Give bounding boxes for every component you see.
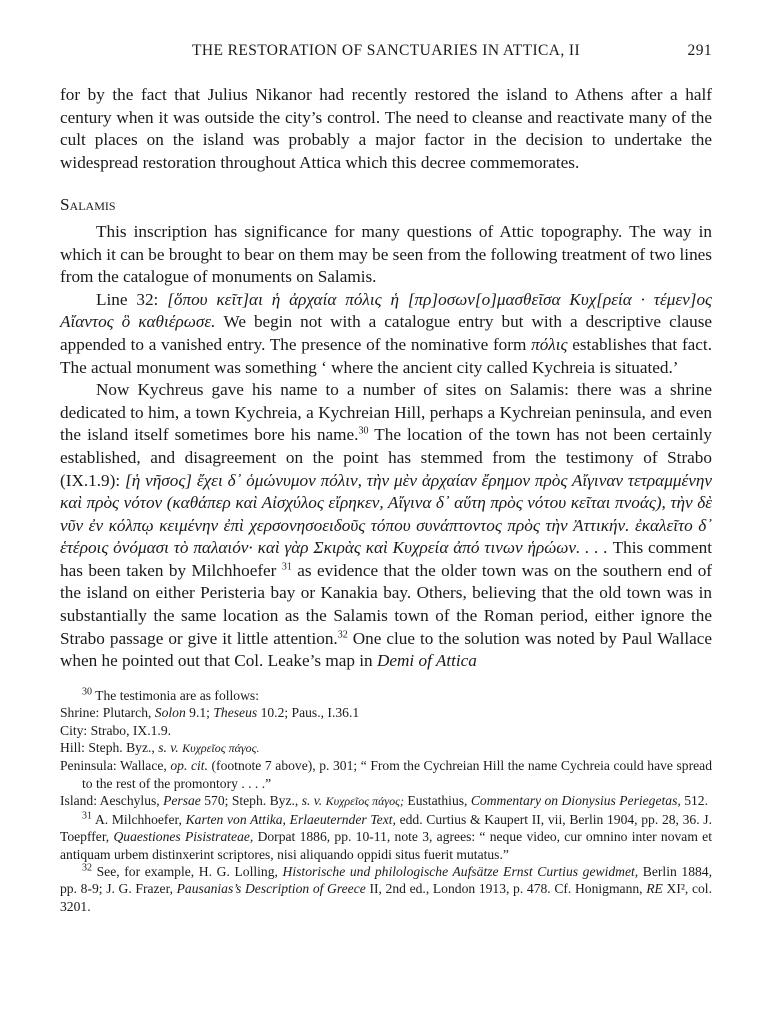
footnote-text: A. Milchhoefer, xyxy=(94,811,182,827)
footnote-text: Berlin 1884, pp. 8-9; J. G. Frazer, xyxy=(60,863,712,897)
paragraph-3 xyxy=(60,289,712,379)
work-title: Theseus xyxy=(213,705,258,721)
footnote-32 xyxy=(60,863,712,915)
paragraph-4-text: Now Kychreus gave his name to a number of sites on Salamis: there was a shrine dedicated to him, a town Kychreia, a Kychreian Hill, perhaps a Kychreian peninsula, and even the island itself sometimes bore his name. xyxy=(60,380,712,445)
testimonia-city: City: Strabo, IX.1.9. xyxy=(60,722,172,738)
running-header xyxy=(60,42,712,68)
footnote-ref-31[interactable]: 31 xyxy=(281,561,292,573)
testimonia-text: 570; Steph. Byz., xyxy=(204,793,299,809)
footnote-ref-32[interactable]: 32 xyxy=(337,628,348,640)
greek-term: Κυχρεῖος πάγος; xyxy=(325,794,404,809)
line-reference: Line 32: xyxy=(96,289,159,309)
work-title: Quaestiones Pisistrateae, xyxy=(113,829,254,845)
paragraph-4-text-5: One clue to the solution was noted by Paul Wallace when he pointed out that Col. Leake’s map in xyxy=(60,628,713,671)
footnote-number: 30 xyxy=(82,686,92,698)
testimonia-island xyxy=(60,792,712,810)
footnote-text: See, for example, H. G. Lolling, xyxy=(96,863,278,879)
running-title: THE RESTORATION OF SANCTUARIES IN ATTICA, II xyxy=(191,42,581,59)
work-title: Karten von Attika, Erlaeuternder Text, xyxy=(185,811,396,827)
testimonia-text: Plutarch, xyxy=(102,705,152,721)
paragraph-1: for by the fact that Julius Nikanor had recently restored the island to Athens after a half century when it was outside the city’s control. The need to cleanse and reactivate many of the cult places on the island was probably a major factor in the decision to undertake the widespread restoration throughout Attica which this decree commemorates. xyxy=(60,85,712,172)
greek-quotation: [ὅπου κεῖτ]αι ἡ ἀρχαία πόλις ἡ [πρ]οσων[ο]μασθεῖσα Κυχ[ρεία · τέμεν]ος Αἴαντος ὃ καθιέρωσε. xyxy=(60,289,713,332)
work-title: Pausanias’s Description of Greece xyxy=(176,881,366,897)
footnote-text: XI², col. 3201. xyxy=(60,881,712,914)
work-title: RE xyxy=(646,881,663,897)
abbreviation: s. v. xyxy=(158,740,179,756)
paragraph-3-text-end: establishes that fact. The actual monument was something ‘ where the ancient city called Kychreia is situated.’ xyxy=(60,334,712,377)
paragraph-2: This inscription has significance for many questions of Attic topography. The way in which it can be brought to bear on them may be seen from the following treatment of two lines from the catalogue of monuments on Salamis. xyxy=(60,221,712,287)
page-number: 291 xyxy=(687,42,712,59)
paragraph-4-text-2: The location of the town has not been certainly established, and disagreement on the point has stemmed from the testimony of Strabo (IX.1.9): xyxy=(60,425,712,490)
testimonia-peninsula xyxy=(60,757,712,792)
testimonia-text: Peninsula: Wallace, xyxy=(60,758,167,774)
footnote-30 xyxy=(60,687,712,704)
footnote-text: edd. Curtius & Kaupert II, vii, Berlin 1904, pp. 28, 36. J. Toepffer, xyxy=(60,811,712,845)
testimonia-shrine xyxy=(60,704,712,721)
footnote-text: II, 2nd ed., London 1913, p. 478. Cf. Honigmann, xyxy=(369,881,643,897)
footnote-31 xyxy=(60,811,712,863)
body-text xyxy=(60,84,712,673)
footnote-ref-30[interactable]: 30 xyxy=(358,425,369,437)
footnote-number: 31 xyxy=(82,810,92,822)
testimonia-text: 9.1; xyxy=(189,705,210,721)
footnote-text: Dorpat 1886, pp. 10-11, note 3, agrees: “ neque video, cur omnino inter novam et antiquam urbem distinxerint scriptores, nisi aliquando oppidi situs fuerit mutatus.” xyxy=(60,829,712,862)
page xyxy=(60,42,712,915)
testimonia-text: (footnote 7 above), p. 301; “ From the Cychreian Hill the name Cychreia could have spread to the rest of the promontory . . . .” xyxy=(82,758,712,791)
paragraph-4 xyxy=(60,379,712,673)
greek-word: πόλις xyxy=(531,334,568,354)
abbreviation: op. cit. xyxy=(170,758,208,774)
footnotes xyxy=(60,687,712,915)
work-title: Historische und philologische Aufsätze Ernst Curtius gewidmet, xyxy=(282,863,639,879)
testimonia-label: Shrine: xyxy=(60,705,100,721)
testimonia-text: 512. xyxy=(684,793,708,809)
greek-term: Κυχρεῖος πάγος. xyxy=(182,741,260,756)
paragraph-3-text: We begin not with a catalogue entry but with a descriptive clause appended to a vanished entry. The presence of the nominative form xyxy=(60,312,713,354)
footnote-number: 32 xyxy=(82,862,92,874)
paragraph-4-text-4: as evidence that the older town was on the southern end of the island on either Peristeria bay or Kanakia bay. Others, believing that the old town was in substantially the same location as the Salamis town of the Roman period, either ignore the Strabo passage or give it little attention. xyxy=(60,560,713,648)
paragraph-4-text-3: This comment has been taken by Milchhoefer xyxy=(60,538,713,580)
testimonia-text: 10.2; Paus., I.36.1 xyxy=(260,705,360,721)
strabo-greek-quotation: [ἡ νῆσος] ἔχει δ᾽ ὁμώνυμον πόλιν, τὴν μὲν ἀρχαίαν ἔρημον πρὸς Αἴγιναν τετραμμένην καὶ πρὸς νότον (καθάπερ καὶ Αἰσχύλος εἴρηκεν, Αἴγινα δ᾽ αὕτη πρὸς νότου κεῖται πνοάς), τὴν δὲ νῦν ἐν κόλπῳ κειμένην ἐπὶ χερσονησοειδοῦς τόπου συνάπτοντος πρὸς τὴν Ἀττικήν. ἐκαλεῖτο δ᾽ ἑτέροις ὀνόμασι τὸ παλαιόν· καὶ γὰρ Σκιρὰς καὶ Κυχρεία ἀπό τινων ἡρώων. . . . xyxy=(60,470,713,558)
work-title: Persae xyxy=(163,793,201,809)
book-title: Demi of Attica xyxy=(376,651,477,671)
testimonia-text: Hill: Steph. Byz., xyxy=(60,740,155,756)
footnote-text: The testimonia are as follows: xyxy=(95,687,259,703)
work-title: Commentary on Dionysius Periegetas, xyxy=(470,793,681,809)
testimonia-hill xyxy=(60,739,712,757)
abbreviation: s. v. xyxy=(301,793,323,809)
testimonia-text: Eustathius, xyxy=(407,793,468,809)
work-title: Solon xyxy=(154,705,186,721)
testimonia-text: Island: Aeschylus, xyxy=(60,793,160,809)
section-heading: Salamis xyxy=(60,195,116,215)
